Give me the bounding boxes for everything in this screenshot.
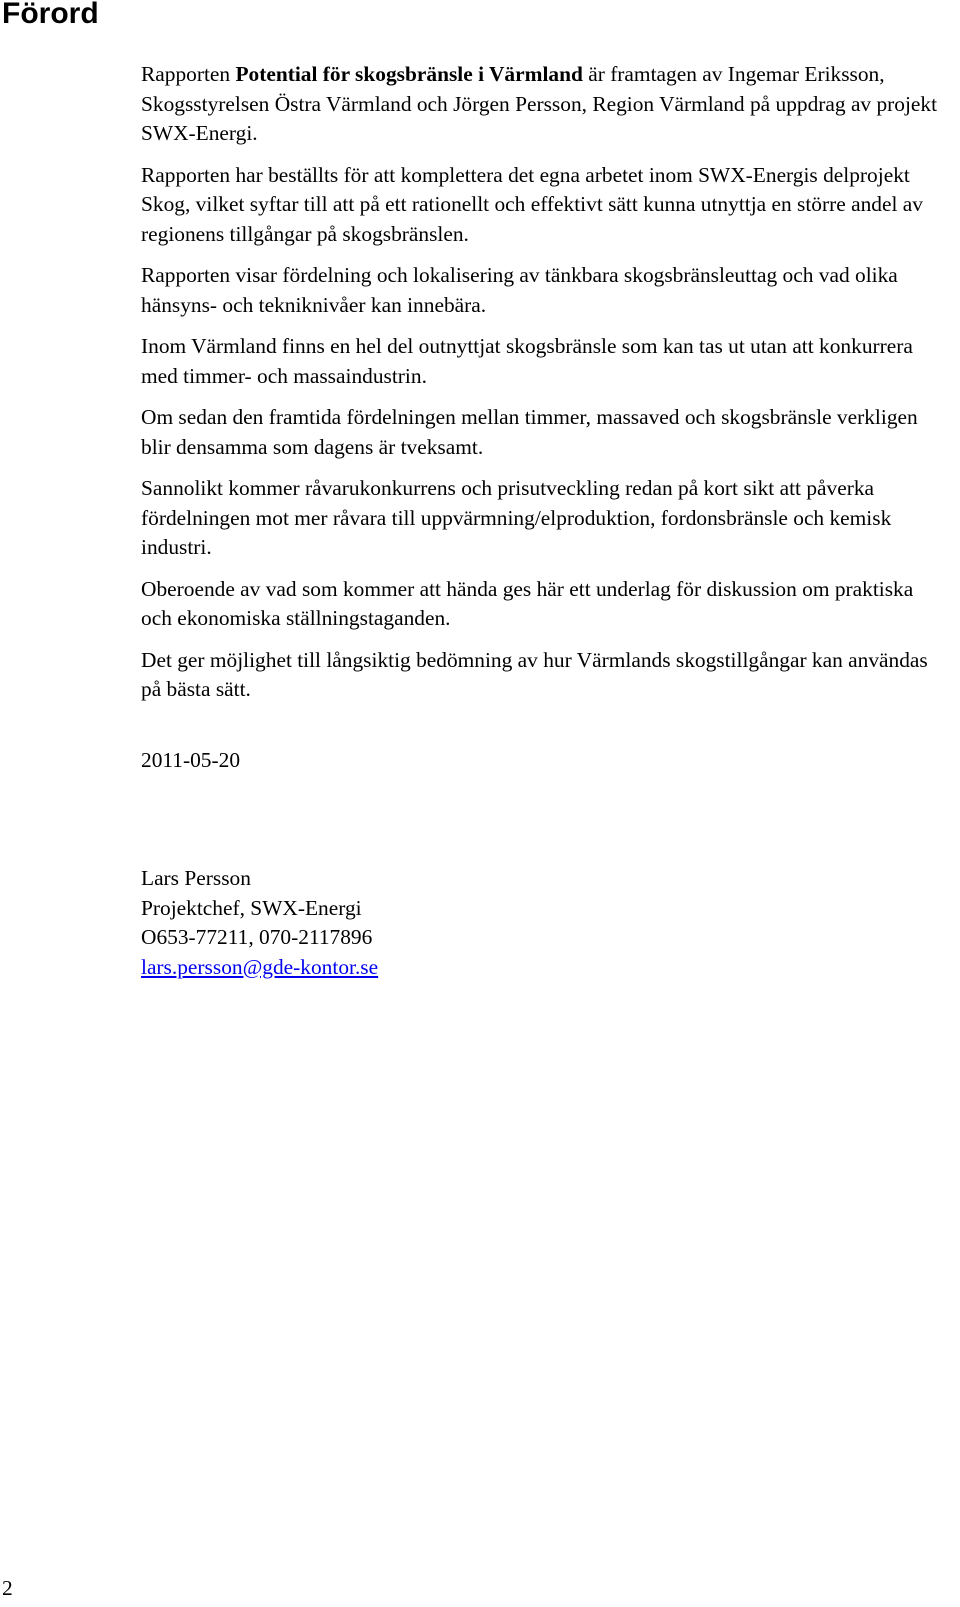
paragraph-intro: [141, 60, 941, 149]
paragraph-intro-after: är framtagen av Ingemar Eriksson, Skogsstyrelsen Östra Värmland och Jörgen Persson, Region Värmland på uppdrag av projekt SWX-Energi.: [141, 62, 938, 145]
paragraph-basis: Oberoende av vad som kommer att hända ges här ett underlag för diskussion om praktiska och ekonomiska ställningstaganden.: [141, 576, 914, 630]
paragraph-competition: Sannolikt kommer råvarukonkurrens och prisutveckling redan på kort sikt att påverka fördelningen mot mer råvara till uppvärmning/elproduktion, fordonsbränsle och kemisk industri.: [141, 476, 892, 559]
signature-name: Lars Persson: [141, 866, 251, 890]
signature-phone: O653-77211, 070-2117896: [141, 925, 373, 949]
paragraph-future-distribution: Om sedan den framtida fördelningen mellan timmer, massaved och skogsbränsle verkligen blir densamma som dagens är tveksamt.: [141, 405, 918, 459]
email-link[interactable]: lars.persson@gde-kontor.se: [141, 954, 379, 979]
signature-block: [141, 864, 378, 982]
report-title: Potential för skogsbränsle i Värmland: [235, 62, 583, 86]
page-title: Förord: [2, 0, 99, 30]
signature-email-row: [141, 953, 378, 983]
paragraph-unused-fuel: Inom Värmland finns en hel del outnyttjat skogsbränsle som kan tas ut utan att konkurrera med timmer- och massaindustrin.: [141, 334, 913, 388]
paragraph-long-term: Det ger möjlighet till långsiktig bedömning av hur Värmlands skogstillgångar kan användas på bästa sätt.: [141, 647, 928, 701]
signature-title: Projektchef, SWX-Energi: [141, 895, 362, 920]
document-date: 2011-05-20: [141, 748, 241, 772]
paragraph-intro-before: Rapporten: [141, 62, 236, 86]
paragraph-distribution: Rapporten visar fördelning och lokalisering av tänkbara skogsbränsleuttag och vad olika hänsyns- och tekniknivåer kan innebära.: [141, 263, 898, 317]
page-number: 2: [2, 1576, 13, 1600]
foreword-body: [141, 60, 941, 717]
paragraph-purpose: Rapporten har beställts för att komplettera det egna arbetet inom SWX-Energis delprojekt Skog, vilket syftar till att på ett rationellt och effektivt sätt kunna utnyttja en större andel av regionens tillgångar på skogsbränslen.: [141, 162, 923, 246]
